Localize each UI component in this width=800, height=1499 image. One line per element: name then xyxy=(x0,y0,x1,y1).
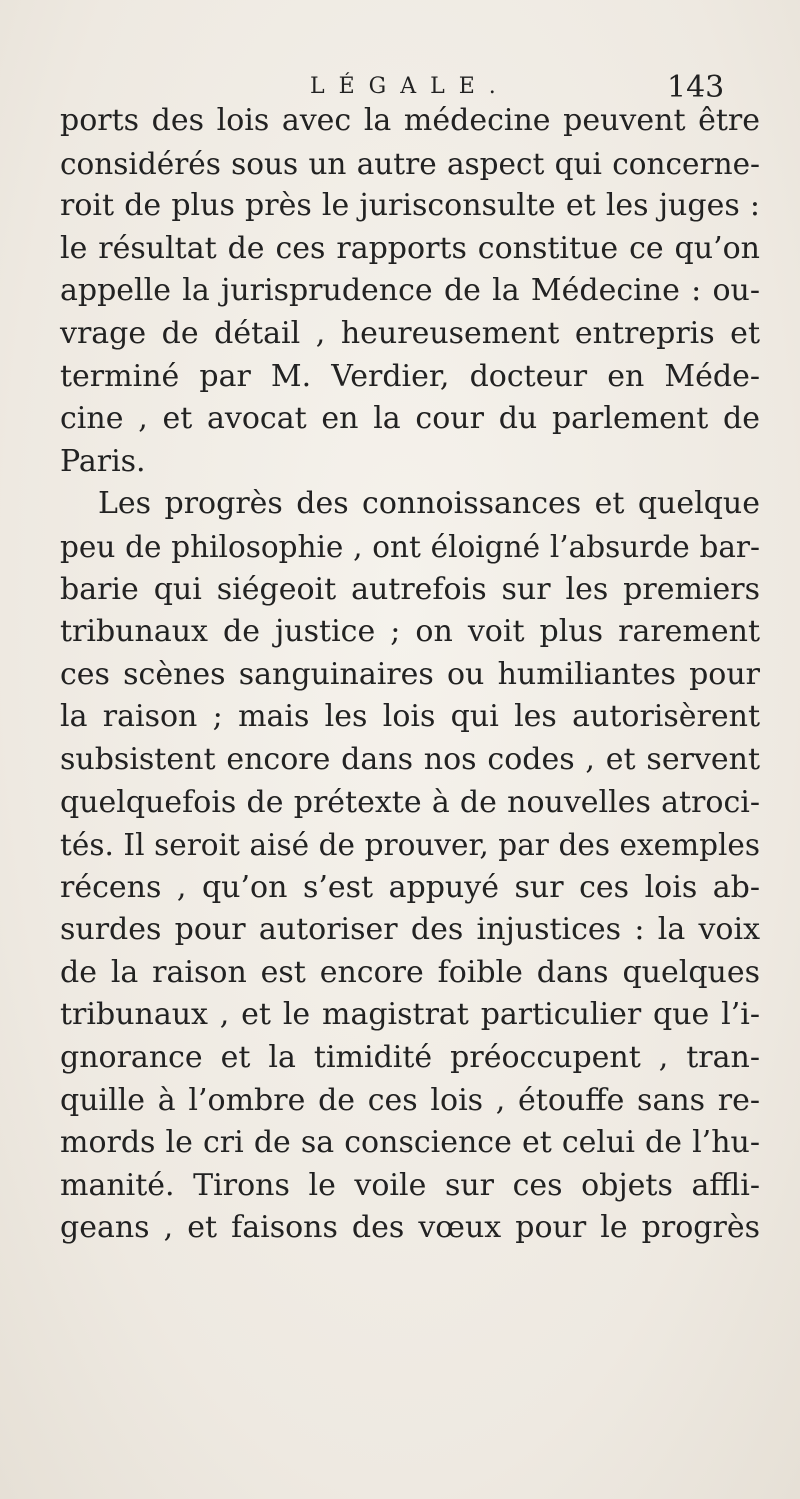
text-line: le résultat de ces rapports constitue ce qu’on xyxy=(60,230,760,266)
text-line: cine , et avocat en la cour du parlement de xyxy=(60,401,760,437)
text-line: surdes pour autoriser des injustices : la voix xyxy=(60,912,760,948)
text-line: vrage de détail , heureusement entrepris et xyxy=(60,315,760,351)
text-line: Paris. xyxy=(60,443,146,479)
text-line: tribunaux de justice ; on voit plus rarement xyxy=(60,614,760,650)
text-line: tribunaux , et le magistrat particulier que l’i- xyxy=(60,997,760,1033)
text-line: ces scènes sanguinaires ou humiliantes pour xyxy=(60,656,760,692)
text-line: récens , qu’on s’est appuyé sur ces lois ab- xyxy=(60,869,760,905)
text-line: barie qui siégeoit autrefois sur les premiers xyxy=(60,571,760,607)
text-line: ports des lois avec la médecine peuvent être xyxy=(60,103,760,138)
text-line: subsistent encore dans nos codes , et servent xyxy=(60,741,760,777)
text-line: quelquefois de prétexte à de nouvelles atroci- xyxy=(60,784,760,820)
text-line: tés. Il seroit aisé de prouver, par des exemples xyxy=(60,828,760,863)
text-line: considérés sous un autre aspect qui concerne- xyxy=(60,146,760,181)
text-line: terminé par M. Verdier, docteur en Méde- xyxy=(60,358,760,394)
text-line: geans , et faisons des vœux pour le progrès xyxy=(60,1210,760,1246)
text-line: Les progrès des connoissances et quelque xyxy=(98,486,760,522)
text-line: manité. Tirons le voile sur ces objets affli- xyxy=(60,1167,760,1203)
body-text xyxy=(60,100,760,1250)
page-number: 143 xyxy=(667,70,725,105)
text-line: mords le cri de sa conscience et celui de l’hu- xyxy=(60,1125,760,1161)
text-line: gnorance et la timidité préoccupent , tran- xyxy=(60,1040,760,1076)
text-line: la raison ; mais les lois qui les autorisèrent xyxy=(60,699,760,735)
text-line: peu de philosophie , ont éloigné l’absurde bar- xyxy=(60,529,760,564)
text-line: roit de plus près le jurisconsulte et les juges : xyxy=(60,188,760,224)
text-line: de la raison est encore foible dans quelques xyxy=(60,954,760,990)
text-line: appelle la jurisprudence de la Médecine : ou- xyxy=(60,273,760,309)
text-line: quille à l’ombre de ces lois , étouffe sans re- xyxy=(60,1082,760,1118)
running-title: LÉGALE. xyxy=(310,74,510,99)
